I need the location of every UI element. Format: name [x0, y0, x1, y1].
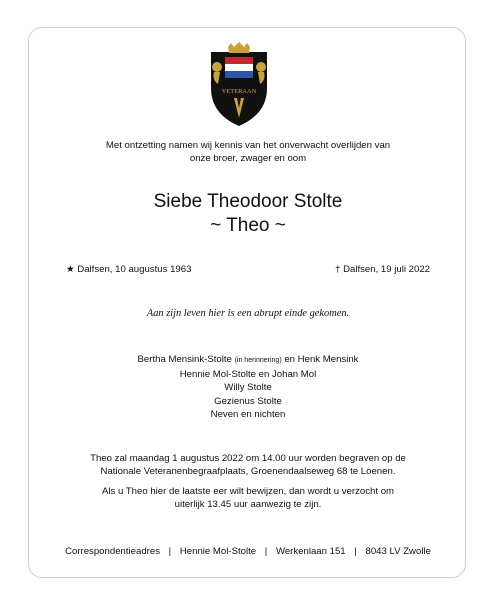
funeral-line-2: Nationale Veteranenbegraafplaats, Groenendaalseweg 68 te Loenen. — [100, 466, 396, 477]
full-name: Siebe Theodoor Stolte — [153, 191, 343, 212]
footer-street: Werkenlaan 151 — [275, 546, 346, 557]
family-line-1 — [0, 353, 496, 368]
family-line-2: Hennie Mol-Stolte en Johan Mol — [179, 368, 317, 380]
condolence-line-1: Als u Theo hier de laatste eer wilt bewijzen, dan wordt u verzocht om — [101, 486, 395, 497]
funeral-line-1: Theo zal maandag 1 augustus 2022 om 14.00 uur worden begraven op de — [90, 453, 406, 464]
footer-separator: | — [264, 546, 268, 557]
footer-city: 8043 LV Zwolle — [365, 546, 431, 557]
intro-line-2: onze broer, zwager en oom — [189, 153, 307, 164]
nickname: ~ Theo ~ — [210, 215, 286, 236]
footer-separator: | — [354, 546, 357, 557]
footer-separator: | — [168, 546, 172, 557]
footer-name: Hennie Mol-Stolte — [179, 546, 257, 557]
intro-line-1: Met ontzetting namen wij kennis van het onverwacht overlijden van — [105, 140, 391, 151]
intro-text — [0, 139, 496, 165]
family-list — [0, 353, 496, 422]
logo-text: VETERAAN — [221, 88, 257, 95]
death-date: † Dalfsen, 19 juli 2022 — [335, 264, 430, 275]
family-line-3: Willy Stolte — [224, 382, 272, 393]
condolence-info — [0, 485, 496, 511]
birth-date: ★ Dalfsen, 10 augustus 1963 — [66, 264, 192, 275]
correspondence-address — [0, 546, 496, 557]
family-line-4: Gezienus Stolte — [214, 395, 282, 407]
veterans-emblem-icon — [208, 42, 270, 128]
quote: Aan zijn leven hier is een abrupt einde gekomen. — [146, 308, 350, 319]
funeral-info — [0, 452, 496, 478]
family-member: Bertha Mensink-Stolte — [137, 354, 232, 365]
deceased-name — [0, 190, 496, 238]
condolence-line-2: uiterlijk 13.45 uur aanwezig te zijn. — [174, 499, 322, 510]
footer-label: Correspondentieadres — [65, 546, 160, 557]
family-line-5: Neven en nichten — [210, 409, 286, 420]
family-member: en Henk Mensink — [284, 354, 359, 365]
in-memoriam-note: (in herinnering) — [234, 357, 282, 364]
